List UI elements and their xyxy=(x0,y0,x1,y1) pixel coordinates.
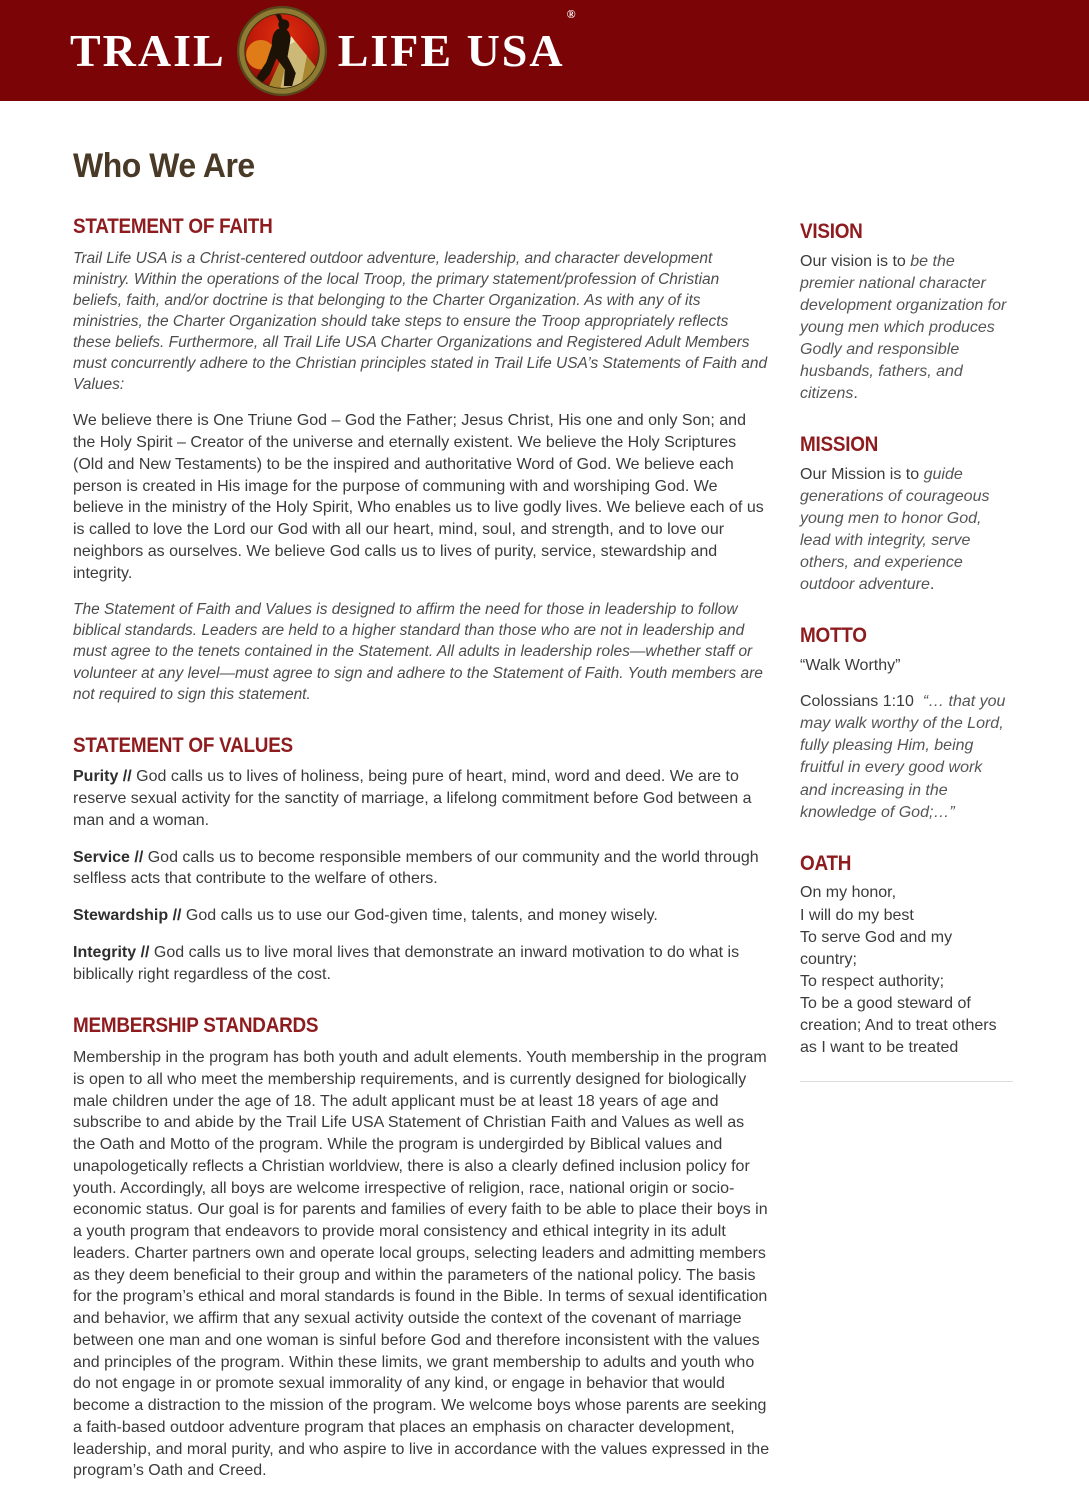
header-banner xyxy=(0,0,1089,101)
mission-italic: guide generations of courageous young men to honor God, lead with integrity, serve others, and experience outdoor adventure xyxy=(800,465,990,594)
trail-life-usa-logo[interactable] xyxy=(70,5,576,97)
sidebar xyxy=(800,214,1013,1109)
motto-heading: MOTTO xyxy=(800,623,867,648)
registered-trademark-symbol: ® xyxy=(566,6,578,21)
mission-lead: Our Mission is to xyxy=(800,465,924,483)
main-column xyxy=(73,214,770,1497)
value-label-purity: Purity // xyxy=(73,768,132,786)
oath-line-3: To serve God and my country; xyxy=(800,928,953,968)
value-item-stewardship xyxy=(73,905,770,927)
faith-body-paragraph: We believe there is One Triune God – God the Father; Jesus Christ, His one and only Son; and the Holy Spirit – Creator of the universe and eternally existent. We believe the Holy Scriptures (Old and New Testaments) to be the inspired and authoritative Word of God. We believe each person is created in His image for the purpose of communing with and worshiping God. We believe in the ministry of the Holy Spirit, Who enables us to live godly lives. We believe each of us is called to love the Lord our God with all our heart, mind, soul, and strength, and to love our neighbors as ourselves. We believe God calls us to lives of purity, service, stewardship and integrity. xyxy=(73,412,764,582)
value-item-purity xyxy=(73,766,770,831)
mission-section xyxy=(800,432,1013,596)
value-text-purity: God calls us to lives of holiness, being pure of heart, mind, word and deed. We are to reserve sexual activity for the sanctity of marriage, a lifelong commitment before God between a man and a woman. xyxy=(73,768,752,829)
oath-heading: OATH xyxy=(800,850,852,875)
page-title: Who We Are xyxy=(73,147,255,185)
motto-verse xyxy=(800,691,1013,823)
value-label-service: Service // xyxy=(73,848,144,866)
vision-section xyxy=(800,219,1013,405)
value-text-stewardship: God calls us to use our God-given time, talents, and money wisely. xyxy=(185,907,658,925)
vision-period: . xyxy=(853,385,858,403)
vision-lead: Our vision is to xyxy=(800,252,911,270)
oath-line-2: I will do my best xyxy=(800,906,914,924)
mission-period: . xyxy=(929,576,935,594)
oath-section xyxy=(800,851,1013,1082)
hiker-emblem-icon xyxy=(236,5,328,97)
vision-text xyxy=(800,251,1013,406)
membership-standards-heading: MEMBERSHIP STANDARDS xyxy=(73,1013,319,1038)
oath-line-1: On my honor, xyxy=(800,884,897,902)
motto-section xyxy=(800,623,1013,823)
vision-italic: be the premier national character development organization for young men which produces Godly and responsible husbands, fathers, and citizens xyxy=(800,252,1007,403)
value-text-service: God calls us to become responsible members of our community and the world through selfless acts that contribute to the welfare of others. xyxy=(73,848,759,888)
motto-quote: “Walk Worthy” xyxy=(800,657,901,675)
faith-note-paragraph: The Statement of Faith and Values is designed to affirm the need for those in leadership to follow biblical standards. Leaders are held to a higher standard than those who are not in leadership and must agree to the tenets contained in the Statement. All adults in leadership roles—whether staff or volunteer at any level—must agree to sign and adhere to the Statement of Faith. Youth members are not required to sign this statement. xyxy=(73,601,763,703)
vision-heading: VISION xyxy=(800,219,863,243)
verse-text: “… that you may walk worthy of the Lord, fully pleasing Him, being fruitful in every good work and increasing in the knowledge of God;…” xyxy=(800,693,1006,821)
value-item-service xyxy=(73,847,770,891)
mission-heading: MISSION xyxy=(800,432,879,457)
logo-text-trail: TRAIL xyxy=(70,24,226,76)
value-label-integrity: Integrity // xyxy=(73,943,150,961)
statement-of-faith-heading: STATEMENT OF FAITH xyxy=(73,214,273,238)
statement-of-values-heading: STATEMENT OF VALUES xyxy=(73,732,293,757)
content-columns xyxy=(0,214,1089,1497)
statement-of-faith-section xyxy=(73,214,770,239)
value-text-integrity: God calls us to live moral lives that demonstrate an inward motivation to do what is biblically right regardless of the cost. xyxy=(73,943,740,983)
oath-line-4: To respect authority; xyxy=(800,972,945,990)
verse-reference: Colossians 1:10 xyxy=(800,693,914,711)
value-item-integrity xyxy=(73,942,770,986)
faith-intro-paragraph: Trail Life USA is a Christ-centered outdoor adventure, leadership, and character development ministry. Within the operations of the local Troop, the primary statement/profession of Christian beliefs, faith, and/or doctrine is that belonging to the Charter Organization. As with any of its ministries, the Charter Organization should take steps to ensure the Troop appropriately reflects these beliefs. Furthermore, all Trail Life USA Charter Organizations and Registered Adult Members must concurrently adhere to the Christian principles stated in Trail Life USA’s Statements of Faith and Values: xyxy=(73,249,768,394)
membership-body-paragraph: Membership in the program has both youth and adult elements. Youth membership in the program is open to all who meet the membership requirements, and is currently designed for biologically male children under the age of 18. The adult applicant must be at least 18 years of age and subscribe to and abide by the Trail Life USA Statement of Christian Faith and Values as well as the Oath and Motto of the program. While the program is undergirded by Biblical values and unapologetically reflects a Christian worldview, there is also a clearly defined inclusion policy for youth. Accordingly, all boys are welcome irrespective of religion, race, national origin or socio-economic status. Our goal is for parents and families of every faith to be able to place their boys in a youth program that endeavors to provide moral consistency and ethical integrity in its adult leaders. Charter partners own and operate local groups, selecting leaders and admitting members as they deem beneficial to their group and within the parameters of the national policy. The basis for the program’s ethical and moral standards is found in the Bible. In terms of sexual identification and behavior, we affirm that any sexual activity outside the context of the covenant of marriage between one man and one woman is sinful before God and therefore inconsistent with the values and principles of the program. Within these limits, we grant membership to adults and youth who do not engage in or promote sexual immorality of any kind, or engage in behavior that would become a distraction to the mission of the program. We welcome boys whose parents are seeking a faith-based outdoor adventure program that places an emphasis on character development, leadership, and moral purity, and who aspire to live in accordance with the values expressed in the program’s Oath and Creed. xyxy=(73,1049,770,1480)
logo-text-life-usa: LIFE USA® xyxy=(337,6,578,76)
membership-standards-section xyxy=(73,1013,770,1038)
mission-text xyxy=(800,464,1013,596)
oath-line-5: To be a good steward of creation; And to treat others as I want to be treated xyxy=(800,994,997,1056)
sidebar-divider xyxy=(800,1081,1013,1082)
value-label-stewardship: Stewardship // xyxy=(73,907,182,925)
statement-of-values-section xyxy=(73,733,770,758)
